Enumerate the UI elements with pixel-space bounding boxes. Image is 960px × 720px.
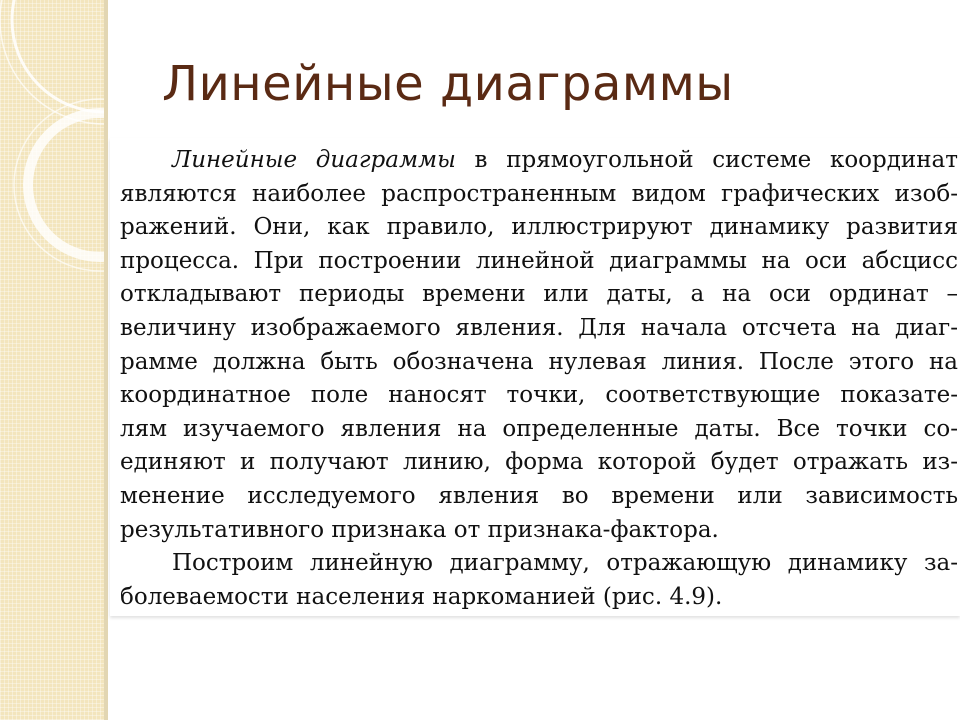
body-text [120,144,958,614]
text-line [120,144,958,178]
decorative-side-strip [0,0,104,720]
text-line: единяют и получают линию, форма которой будет отражать из- [120,449,958,476]
text-line: величину изображаемого явления. Для начала отсчета на диаг- [120,314,958,341]
italic-term: Линейные диаграммы [172,147,456,173]
text-line: процесса. При построении линейной диаграммы на оси абсцисс [120,247,958,274]
decorative-circles-icon [0,0,104,720]
text-line: являются наиболее распространенным видом графических изоб- [120,180,958,207]
text-line-rest: в прямоугольной системе координат [455,147,958,173]
text-line: координатное поле наносят точки, соответствующие показате- [120,382,958,409]
text-line: откладывают периоды времени или даты, а на оси ординат – [120,281,958,308]
text-line: болеваемости населения наркоманией (рис. 4.9). [120,583,723,610]
text-line: рамме должна быть обозначена нулевая линия. После этого на [120,348,958,375]
text-line: результативного признака от признака-фактора. [120,516,719,543]
text-line: лям изучаемого явления на определенные даты. Все точки со- [120,415,958,442]
scanned-text-block [110,138,960,616]
strip-edge-divider [104,0,108,720]
text-line: Построим линейную диаграмму, отражающую динамику за- [172,550,958,577]
slide-title: Линейные диаграммы [162,56,734,112]
text-line: менение исследуемого явления во времени или зависимость [120,482,958,509]
text-line: ражений. Они, как правило, иллюстрируют динамику развития [120,214,958,241]
